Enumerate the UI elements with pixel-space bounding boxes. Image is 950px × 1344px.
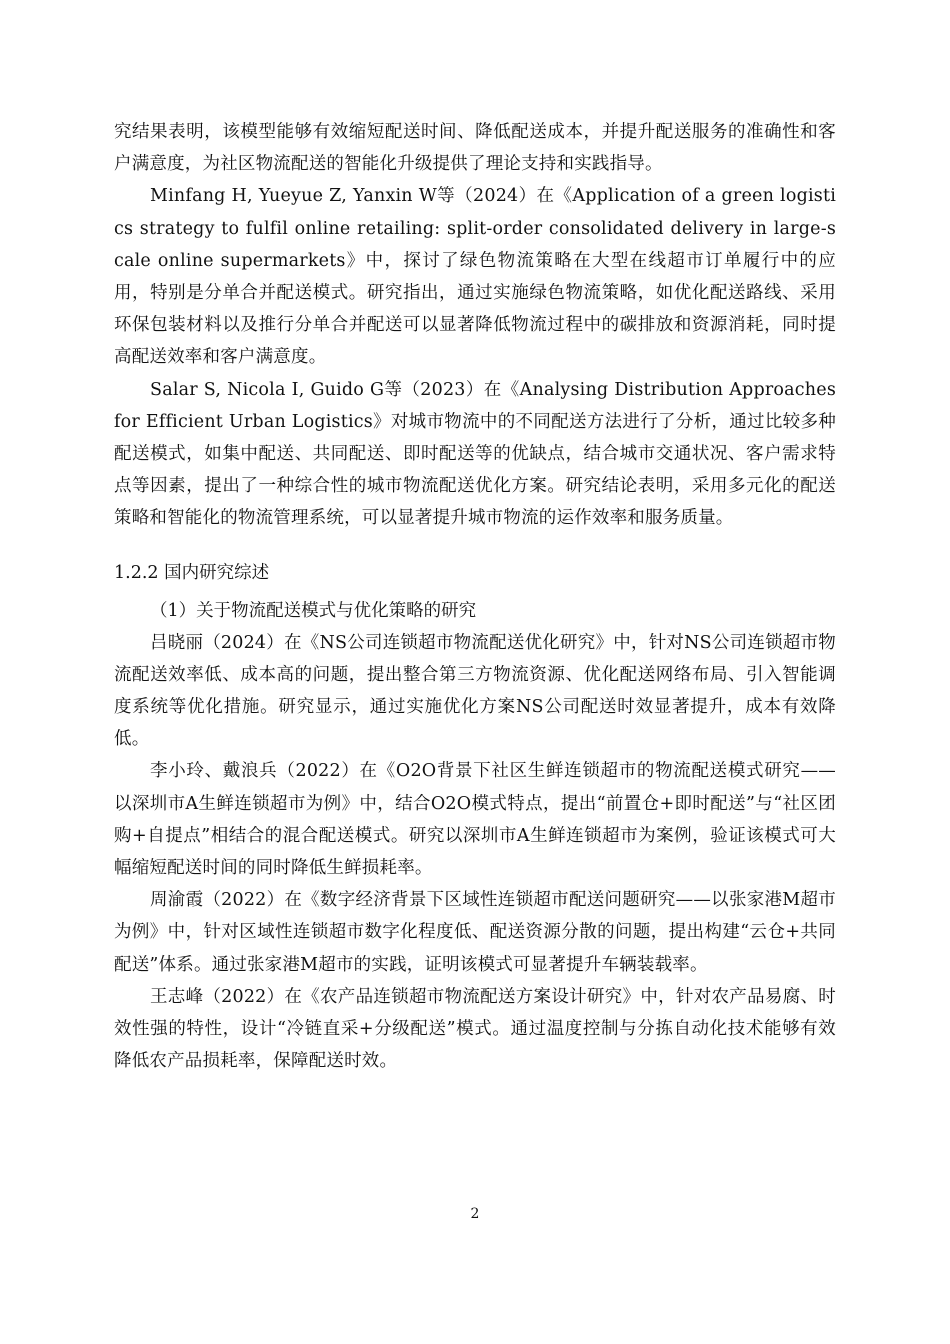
section-heading: 1.2.2 国内研究综述 [114, 562, 270, 583]
paragraph-wang: 王志峰（2022）在《农产品连锁超市物流配送方案设计研究》中，针对农产品易腐、时效性强的特性，设计“冷链直采+分级配送”模式。通过温度控制与分拣自动化技术能够有效降低农产品损耗率，保障配送时效。 [114, 986, 836, 1072]
subsection-heading: （1）关于物流配送模式与优化策略的研究 [150, 600, 477, 621]
paragraph-zhou: 周渝霞（2022）在《数字经济背景下区域性连锁超市配送问题研究——以张家港M超市为例》中，针对区域性连锁超市数字化程度低、配送资源分散的问题，提出构建“云仓+共同配送”体系。通过张家港M超市的实践，证明该模式可显著提升车辆装载率。 [114, 890, 836, 975]
paragraph-li: 李小玲、戴浪兵（2022）在《O2O背景下社区生鲜连锁超市的物流配送模式研究——以深圳市A生鲜连锁超市为例》中，结合O2O模式特点，提出“前置仓+即时配送”与“社区团购+自提点”相结合的混合配送模式。研究以深圳市A生鲜连锁超市为案例，验证该模式可大幅缩短配送时间的同时降低生鲜损耗率。 [114, 761, 836, 879]
page-number: 2 [470, 1206, 480, 1222]
page-body [114, 116, 836, 1077]
paragraph-continued: 究结果表明，该模型能够有效缩短配送时间、降低配送成本，并提升配送服务的准确性和客户满意度，为社区物流配送的智能化升级提供了理论支持和实践指导。 [114, 122, 836, 175]
paragraph-minfang: Minfang H, Yueyue Z, Yanxin W等（2024）在《Application of a green logistics strategy to fulfil online retailing: split-order consolidated delivery in large-scale online supermarkets》中，探讨了绿色物流策略在大型在线超市订单履行中的应用，特别是分单合并配送模式。研究指出，通过实施绿色物流策略，如优化配送路线、采用环保包装材料以及推行分单合并配送可以显著降低物流过程中的碳排放和资源消耗，同时提高配送效率和客户满意度。 [114, 186, 836, 368]
paragraph-salar: Salar S, Nicola I, Guido G等（2023）在《Analysing Distribution Approaches for Efficient Urban Logistics》对城市物流中的不同配送方法进行了分析，通过比较多种配送模式，如集中配送、共同配送、即时配送等的优缺点，结合城市交通状况、客户需求特点等因素，提出了一种综合性的城市物流配送优化方案。研究结论表明，采用多元化的配送策略和智能化的物流管理系统，可以显著提升城市物流的运作效率和服务质量。 [114, 379, 836, 529]
paragraph-lv: 吕晓丽（2024）在《NS公司连锁超市物流配送优化研究》中，针对NS公司连锁超市物流配送效率低、成本高的问题，提出整合第三方物流资源、优化配送网络布局、引入智能调度系统等优化措施。研究显示，通过实施优化方案NS公司配送时效显著提升，成本有效降低。 [114, 632, 836, 750]
